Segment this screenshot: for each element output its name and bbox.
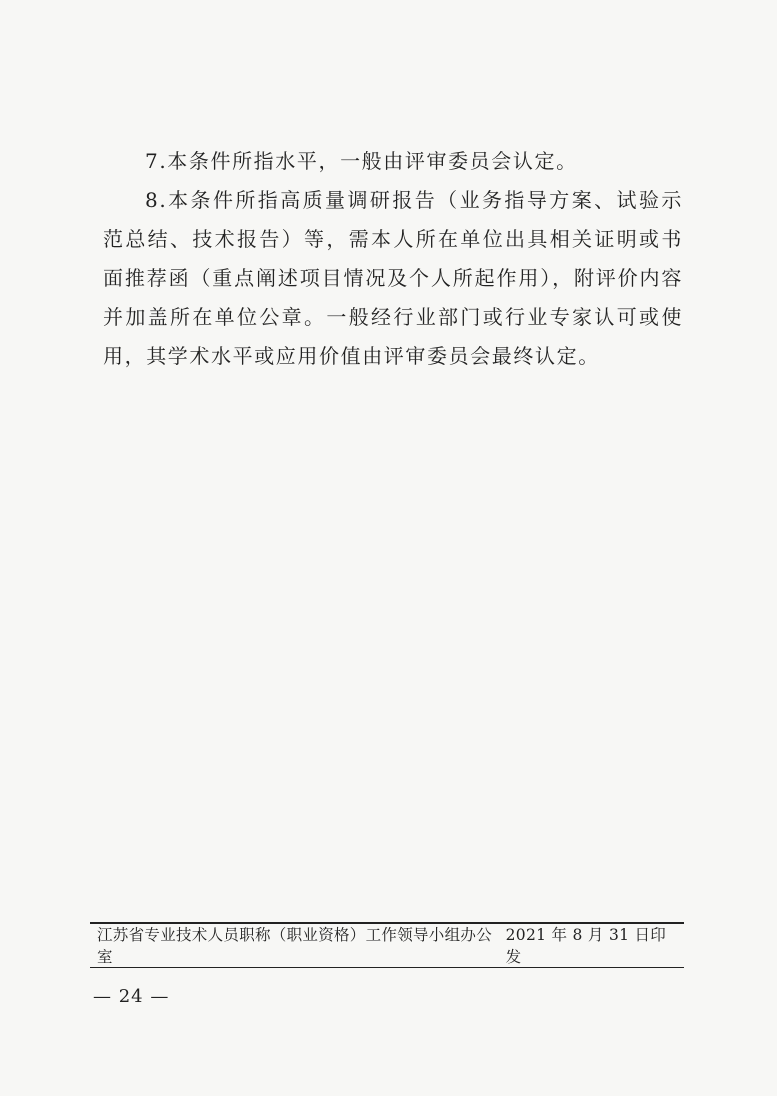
page-number: — 24 — — [93, 986, 170, 1007]
issuer-text: 江苏省专业技术人员职称（职业资格）工作领导小组办公室 — [97, 926, 493, 966]
issue-date: 2021 年 8 月 31 日印发 — [505, 926, 667, 966]
footer-bottom-rule — [90, 967, 684, 968]
issuing-footer — [97, 926, 681, 966]
clause-8-paragraph: 8.本条件所指高质量调研报告（业务指导方案、试验示范总结、技术报告）等，需本人所在单位出具相关证明或书面推荐函（重点阐述项目情况及个人所起作用），附评价内容并加盖所在单位公章。一般经行业部门或行业专家认可或使用，其学术水平或应用价值由评审委员会最终认定。 — [103, 188, 683, 368]
clause-7-paragraph: 7.本条件所指水平，一般由评审委员会认定。 — [145, 149, 578, 173]
